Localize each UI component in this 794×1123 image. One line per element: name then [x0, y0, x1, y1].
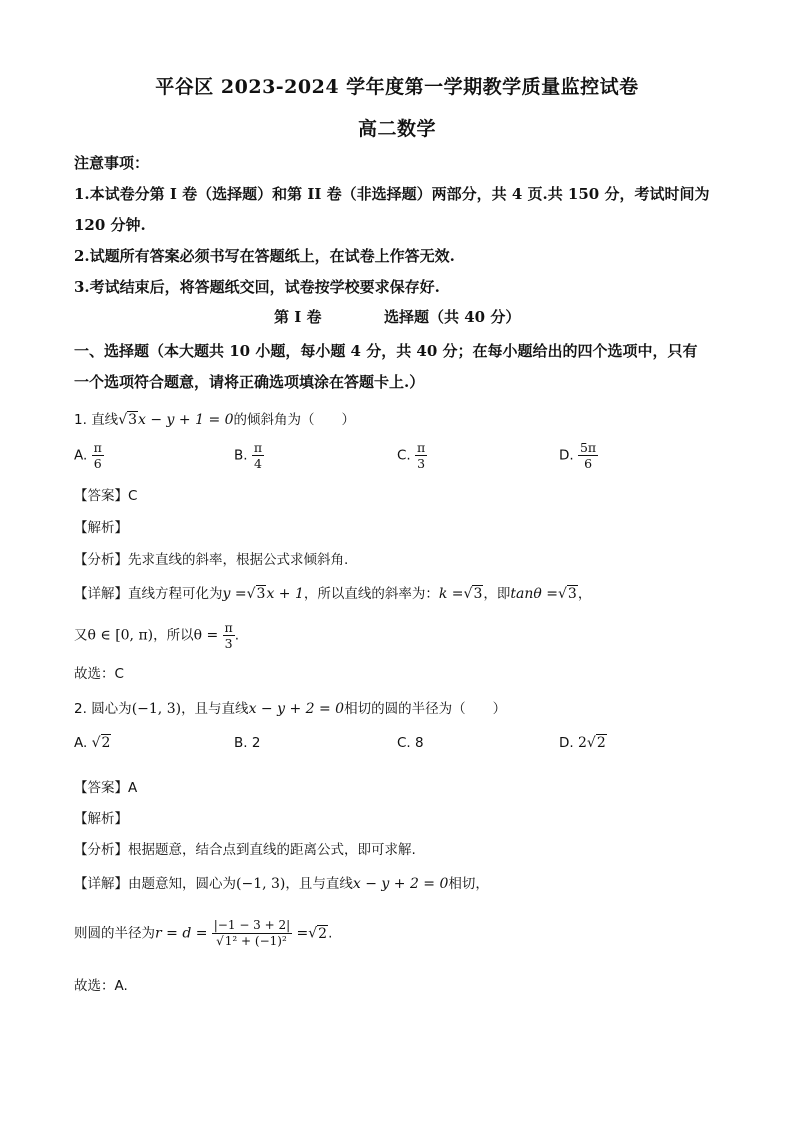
- q1-answer-value: C: [128, 488, 138, 504]
- q2-analysis-label: 【解析】: [74, 811, 128, 827]
- q1-equation: x − y + 1 = 0: [138, 412, 234, 428]
- sqrt3-symbol: √3: [463, 586, 483, 602]
- sqrt3-symbol: √3: [246, 586, 266, 602]
- section-name: 选择题（共 40 分）: [384, 308, 521, 326]
- exam-title: 平谷区 2023-2024 学年度第一学期教学质量监控试卷: [155, 76, 639, 98]
- q1-fenxi: 【分析】先求直线的斜率，根据公式求倾斜角.: [74, 552, 349, 568]
- q1-option-a[interactable]: A. $\frac{\pi}{6}$: [74, 440, 102, 471]
- q2-answer-value: A: [128, 780, 138, 796]
- q1-answer: 【答案】C: [74, 488, 138, 504]
- sqrt3-symbol: √3: [118, 412, 138, 428]
- q2-answer: 【答案】A: [74, 780, 138, 796]
- q2-option-c[interactable]: C. 8: [397, 735, 424, 751]
- q2-number: 2.: [74, 701, 87, 717]
- section-volume: 第 I 卷: [274, 308, 322, 326]
- q1-stem-pre: 直线: [91, 412, 119, 428]
- q2-stem: 2. 圆心为(−1, 3)，且与直线x − y + 2 = 0相切的圆的半径为（ ）: [74, 701, 507, 717]
- q2-fenxi: 【分析】根据题意，结合点到直线的距离公式，即可求解.: [74, 842, 416, 858]
- sqrt2-symbol: √2: [586, 735, 606, 751]
- section-instruction-a: 一、选择题（本大题共 10 小题，每小题 4 分，共 40 分；在每小题给出的四个选项中，只有: [74, 342, 698, 360]
- q1-option-b[interactable]: B. $\frac{\pi}{4}$: [234, 440, 263, 471]
- q1-stem-post: 的倾斜角为（ ）: [233, 412, 356, 428]
- q2-option-b[interactable]: B. 2: [234, 735, 261, 751]
- notice-item-1a: 1.本试卷分第 I 卷（选择题）和第 II 卷（非选择题）两部分，共 4 页.共 150 分，考试时间为: [74, 185, 710, 203]
- q1-detail-line-2: 又θ ∈ [0, π)，所以θ = $\frac{\pi}{3}$ .: [74, 620, 240, 651]
- sqrt-symbol: √1² + (−1)²: [216, 934, 287, 948]
- q1-select: 故选：C: [74, 666, 124, 682]
- q1-detail-line-1: 【详解】直线方程可化为y =√3x + 1，所以直线的斜率为：k =√3，即tanθ =√3，: [74, 586, 592, 602]
- q1-stem: [74, 408, 355, 428]
- sqrt2-symbol: √2: [91, 735, 111, 751]
- sqrt3-symbol: √3: [558, 586, 577, 602]
- q2-option-d[interactable]: D. 2√2: [559, 735, 606, 751]
- q1-analysis-label: 【解析】: [74, 520, 128, 536]
- notice-heading: 注意事项：: [74, 154, 150, 172]
- q1-option-d[interactable]: D. $\frac{5\pi}{6}$: [559, 440, 597, 471]
- q2-option-a[interactable]: A. √2: [74, 735, 111, 751]
- sqrt2-symbol: √2: [308, 925, 328, 942]
- notice-item-3: 3.考试结束后，将答题纸交回，试卷按学校要求保存好.: [74, 278, 440, 296]
- q2-detail-line-1: 【详解】由题意知，圆心为(−1, 3)，且与直线x − y + 2 = 0相切，: [74, 876, 489, 892]
- section-instruction-b: 一个选项符合题意，请将正确选项填涂在答题卡上.）: [74, 373, 425, 391]
- exam-subtitle: 高二数学: [357, 118, 436, 140]
- q2-detail-line-2: 则圆的半径为r = d = $\frac{|-1 - 3 + 2|}{\text{√1² + (−1)²}}$ =√2.: [74, 918, 333, 948]
- q2-select: 故选：A.: [74, 978, 128, 994]
- q1-option-c[interactable]: C. $\frac{\pi}{3}$: [397, 440, 426, 471]
- notice-item-2: 2.试题所有答案必须书写在答题纸上，在试卷上作答无效.: [74, 247, 455, 265]
- q1-number: 1.: [74, 412, 87, 428]
- notice-item-1b: 120 分钟.: [74, 216, 146, 234]
